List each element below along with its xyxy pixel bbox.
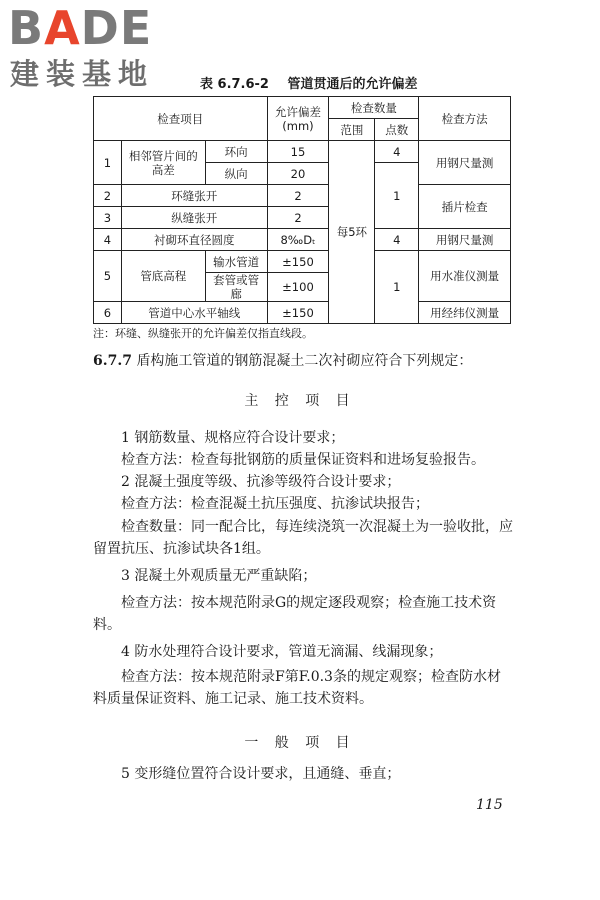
row-tolerance: 8‰Dₜ [267,229,329,251]
row-tolerance: 2 [267,185,329,207]
tolerance-table [93,96,511,324]
row-item: 管道中心水平轴线 [121,302,267,324]
row-no: 6 [94,302,122,324]
row-points: 1 [375,251,419,324]
section-number: 6.7.7 [93,353,132,369]
row-method: 用钢尺量测 [419,229,511,251]
row-method: 用钢尺量测 [419,141,511,185]
paragraph: 2 混凝土强度等级、抗渗等级符合设计要求； [121,474,401,490]
row-tolerance: 20 [267,163,329,185]
header-tolerance: 允许偏差(mm) [267,97,329,141]
row-method: 用水准仪测量 [419,251,511,302]
logo-wordmark: BADE [8,1,153,55]
row-no: 3 [94,207,122,229]
header-method: 检查方法 [419,97,511,141]
header-quantity: 检查数量 [329,97,419,119]
general-items-heading: 一 般 项 目 [244,735,356,751]
row-sub: 环向 [205,141,267,163]
header-points: 点数 [375,119,419,141]
logo-chinese: 建装基地 [10,57,155,91]
header-item: 检查项目 [94,97,268,141]
row-item: 衬砌环直径圆度 [121,229,267,251]
row-points: 4 [375,141,419,163]
section-heading-line [93,351,513,371]
paragraph: 检查方法：检查每批钢筋的质量保证资料和进场复验报告。 [121,452,485,468]
row-item: 纵缝张开 [121,207,267,229]
row-tolerance: ±150 [267,251,329,273]
table-note: 注：环缝、纵缝张开的允许偏差仅指直线段。 [93,327,313,340]
section-title: 盾构施工管道的钢筋混凝土二次衬砌应符合下列规定： [136,353,473,369]
brand-logo [8,1,188,94]
paragraph: 检查数量：同一配合比，每连续浇筑一次混凝土为一验收批，应留置抗压、抗渗试块各1组。 [93,519,513,557]
paragraph: 5 变形缝位置符合设计要求，且通缝、垂直； [121,766,401,782]
row-points: 4 [375,229,419,251]
row-sub: 纵向 [205,163,267,185]
paragraph: 1 钢筋数量、规格应符合设计要求； [121,430,345,446]
paragraph: 3 混凝土外观质量无严重缺陷； [121,568,317,584]
row-item: 环缝张开 [121,185,267,207]
range-cell: 每5环 [329,141,375,324]
table-caption [200,73,418,92]
row-item: 相邻管片间的高差 [121,141,205,185]
page-number: 115 [476,797,503,813]
row-sub: 输水管道 [205,251,267,273]
row-no: 1 [94,141,122,185]
paragraph: 检查方法：检查混凝土抗压强度、抗渗试块报告； [121,496,429,512]
main-items-heading: 主 控 项 目 [244,393,356,409]
header-range: 范围 [329,119,375,141]
row-item: 管底高程 [121,251,205,302]
row-no: 5 [94,251,122,302]
row-no: 4 [94,229,122,251]
row-tolerance: ±100 [267,273,329,302]
row-tolerance: 15 [267,141,329,163]
paragraph: 检查方法：按本规范附录G的规定逐段观察；检查施工技术资料。 [93,595,497,633]
row-method: 插片检查 [419,185,511,229]
paragraph: 4 防水处理符合设计要求，管道无滴漏、线漏现象； [121,644,443,660]
paragraph: 检查方法：按本规范附录F第F.0.3条的规定观察；检查防水材料质量保证资料、施工记录、施工技术资料。 [93,669,501,707]
table-number: 表 6.7.6-2 [200,77,269,92]
row-tolerance: ±150 [267,302,329,324]
row-points: 1 [375,163,419,229]
row-tolerance: 2 [267,207,329,229]
row-no: 2 [94,185,122,207]
row-method: 用经纬仪测量 [419,302,511,324]
row-sub: 套管或管廊 [205,273,267,302]
table-title: 管道贯通后的允许偏差 [287,77,418,92]
